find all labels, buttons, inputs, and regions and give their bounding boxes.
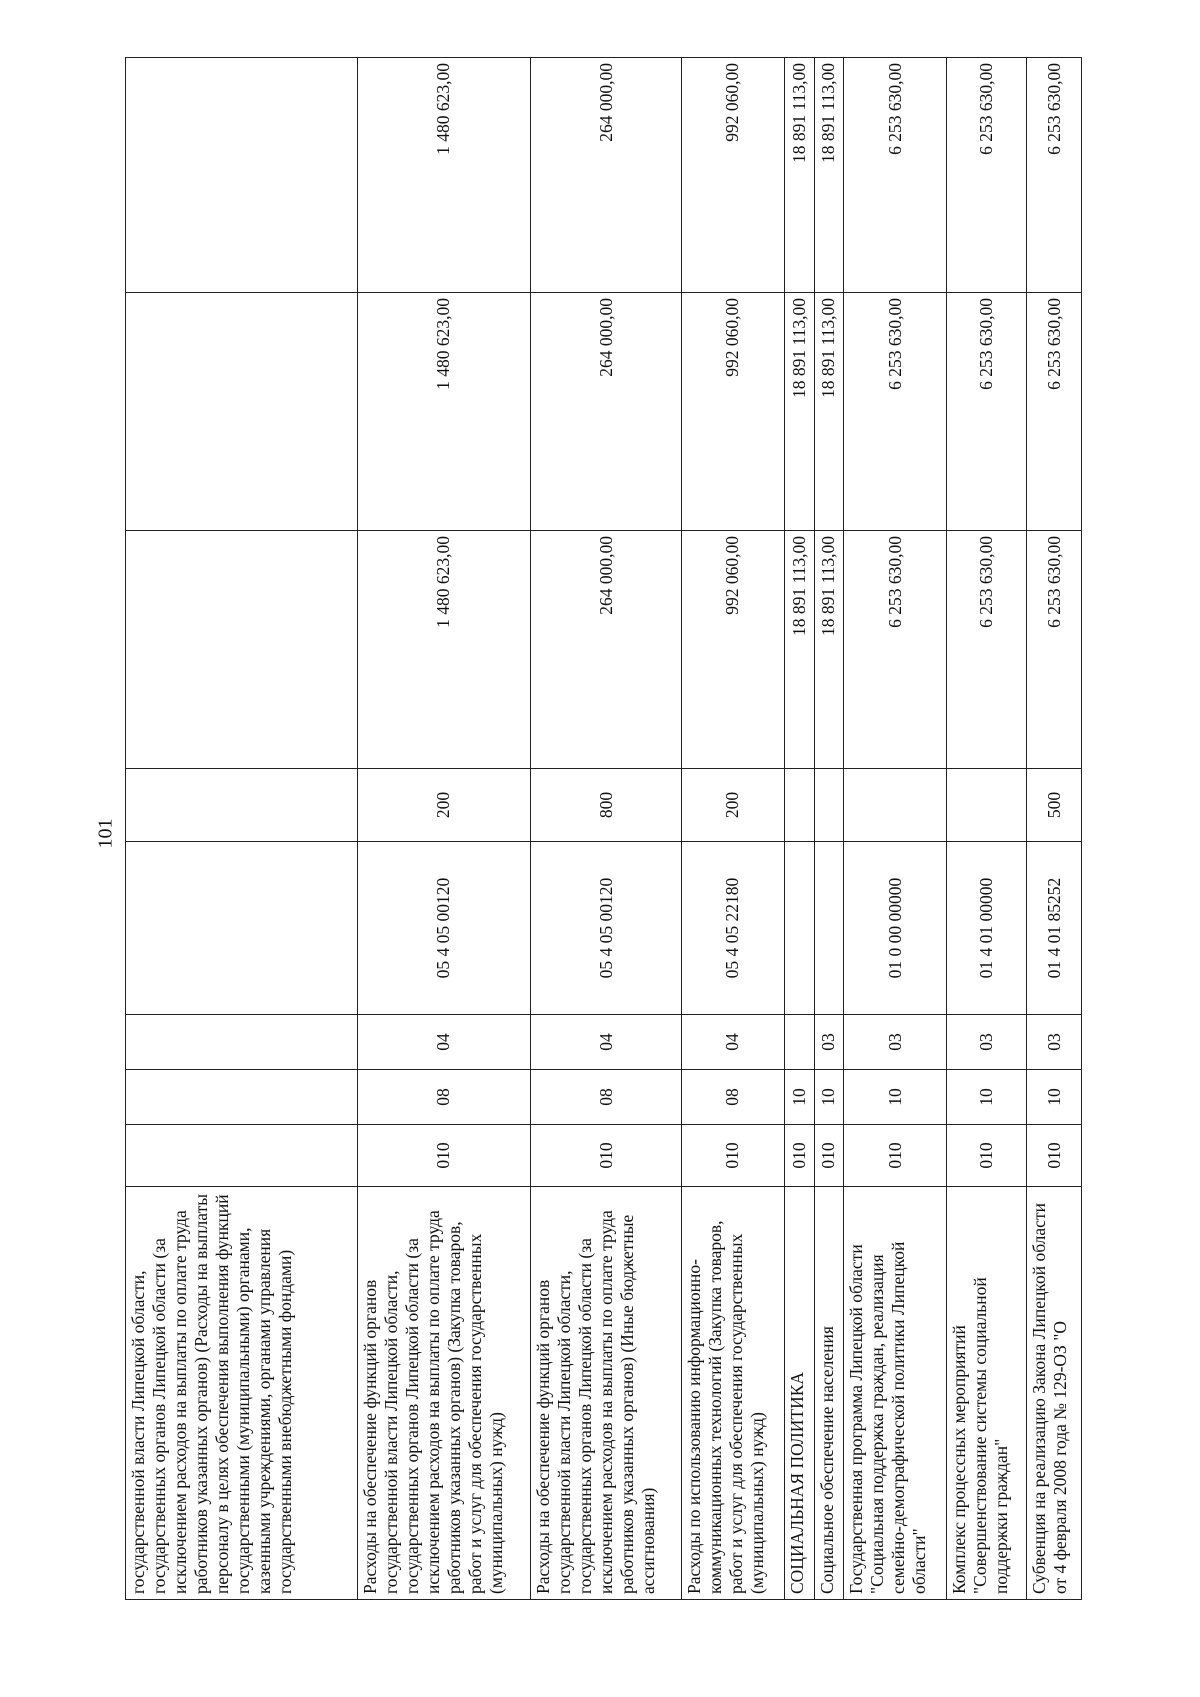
cell-sum-2: 6 253 630,00 bbox=[947, 293, 1027, 531]
cell-csr: 01 0 00 00000 bbox=[844, 842, 947, 1015]
cell-sum-1 bbox=[126, 531, 358, 769]
cell-rz: 08 bbox=[681, 1070, 784, 1125]
cell-vr bbox=[126, 769, 358, 842]
cell-ved bbox=[126, 1125, 358, 1187]
cell-sum-3: 18 891 113,00 bbox=[785, 58, 814, 293]
cell-sum-2: 18 891 113,00 bbox=[814, 293, 843, 531]
row-name: Расходы на обеспечение функций органов государственной власти Липецкой области, государственных органов Липецкой области (за исключением расходов на выплаты по оплате труда работников указанных органов) (Закупка товаров, работ и услуг для обеспечения государственных (муниципальных) нужд) bbox=[357, 1187, 531, 1600]
cell-rz: 10 bbox=[1027, 1070, 1082, 1125]
cell-rz: 08 bbox=[531, 1070, 682, 1125]
cell-sum-1: 1 480 623,00 bbox=[357, 531, 531, 769]
cell-rz: 10 bbox=[785, 1070, 814, 1125]
table-row bbox=[844, 58, 947, 1600]
row-name: Социальное обеспечение населения bbox=[814, 1187, 843, 1600]
cell-rz bbox=[126, 1070, 358, 1125]
row-name: Субвенция на реализацию Закона Липецкой области от 4 февраля 2008 года № 129-ОЗ "О bbox=[1027, 1187, 1082, 1600]
cell-sum-1: 992 060,00 bbox=[681, 531, 784, 769]
cell-pr: 04 bbox=[357, 1015, 531, 1070]
cell-csr: 05 4 05 00120 bbox=[357, 842, 531, 1015]
cell-ved: 010 bbox=[844, 1125, 947, 1187]
cell-sum-3: 264 000,00 bbox=[531, 58, 682, 293]
cell-sum-3 bbox=[126, 58, 358, 293]
page-number: 101 bbox=[94, 818, 117, 849]
cell-vr bbox=[947, 769, 1027, 842]
cell-sum-1: 6 253 630,00 bbox=[1027, 531, 1082, 769]
cell-rz: 10 bbox=[844, 1070, 947, 1125]
cell-sum-2 bbox=[126, 293, 358, 531]
cell-pr bbox=[785, 1015, 814, 1070]
cell-csr: 01 4 01 85252 bbox=[1027, 842, 1082, 1015]
cell-sum-3: 18 891 113,00 bbox=[814, 58, 843, 293]
row-name: Расходы на обеспечение функций органов государственной власти Липецкой области, государственных органов Липецкой области (за исключением расходов на выплаты по оплате труда работников указанных органов) (Иные бюджетные ассигнования) bbox=[531, 1187, 682, 1600]
cell-vr: 200 bbox=[681, 769, 784, 842]
row-name: государственной власти Липецкой области, государственных органов Липецкой области (за исключением расходов на выплаты по оплате труда работников указанных органов) (Расходы на выплаты персоналу в целях обеспечения выполнения функций государственными (муниципальными) органами, казенными учреждениями, органами управления государственными внебюджетными фондами) bbox=[126, 1187, 358, 1600]
cell-pr: 03 bbox=[814, 1015, 843, 1070]
cell-sum-3: 992 060,00 bbox=[681, 58, 784, 293]
cell-rz: 10 bbox=[947, 1070, 1027, 1125]
cell-csr: 05 4 05 22180 bbox=[681, 842, 784, 1015]
table-row bbox=[126, 58, 358, 1600]
cell-pr bbox=[126, 1015, 358, 1070]
cell-csr bbox=[814, 842, 843, 1015]
cell-sum-1: 6 253 630,00 bbox=[947, 531, 1027, 769]
budget-table-sheet bbox=[125, 58, 1082, 1600]
cell-sum-2: 992 060,00 bbox=[681, 293, 784, 531]
cell-csr bbox=[126, 842, 358, 1015]
cell-ved: 010 bbox=[681, 1125, 784, 1187]
cell-sum-3: 1 480 623,00 bbox=[357, 58, 531, 293]
cell-sum-2: 6 253 630,00 bbox=[1027, 293, 1082, 531]
table-row bbox=[681, 58, 784, 1600]
cell-rz: 10 bbox=[814, 1070, 843, 1125]
cell-sum-2: 1 480 623,00 bbox=[357, 293, 531, 531]
cell-sum-2: 18 891 113,00 bbox=[785, 293, 814, 531]
cell-sum-1: 264 000,00 bbox=[531, 531, 682, 769]
row-name: Расходы по использованию информационно-коммуникационных технологий (Закупка товаров, работ и услуг для обеспечения государственных (муниципальных) нужд) bbox=[681, 1187, 784, 1600]
cell-csr bbox=[785, 842, 814, 1015]
cell-ved: 010 bbox=[785, 1125, 814, 1187]
cell-sum-1: 6 253 630,00 bbox=[844, 531, 947, 769]
cell-ved: 010 bbox=[1027, 1125, 1082, 1187]
cell-vr bbox=[785, 769, 814, 842]
cell-ved: 010 bbox=[814, 1125, 843, 1187]
table-row bbox=[357, 58, 531, 1600]
cell-ved: 010 bbox=[357, 1125, 531, 1187]
table-row bbox=[814, 58, 843, 1600]
cell-pr: 03 bbox=[844, 1015, 947, 1070]
table-row bbox=[785, 58, 814, 1600]
cell-pr: 04 bbox=[681, 1015, 784, 1070]
cell-sum-3: 6 253 630,00 bbox=[1027, 58, 1082, 293]
cell-pr: 04 bbox=[531, 1015, 682, 1070]
table-row bbox=[947, 58, 1027, 1600]
cell-sum-2: 264 000,00 bbox=[531, 293, 682, 531]
table-row bbox=[1027, 58, 1082, 1600]
cell-vr: 500 bbox=[1027, 769, 1082, 842]
row-name: СОЦИАЛЬНАЯ ПОЛИТИКА bbox=[785, 1187, 814, 1600]
cell-vr bbox=[814, 769, 843, 842]
row-name: Государственная программа Липецкой области "Социальная поддержка граждан, реализация семейно-демографической политики Липецкой области" bbox=[844, 1187, 947, 1600]
table-row bbox=[531, 58, 682, 1600]
cell-pr: 03 bbox=[947, 1015, 1027, 1070]
cell-csr: 01 4 01 00000 bbox=[947, 842, 1027, 1015]
row-name: Комплекс процессных мероприятий "Совершенствование системы социальной поддержки граждан" bbox=[947, 1187, 1027, 1600]
cell-pr: 03 bbox=[1027, 1015, 1082, 1070]
cell-csr: 05 4 05 00120 bbox=[531, 842, 682, 1015]
cell-sum-3: 6 253 630,00 bbox=[844, 58, 947, 293]
cell-sum-1: 18 891 113,00 bbox=[785, 531, 814, 769]
cell-rz: 08 bbox=[357, 1070, 531, 1125]
cell-ved: 010 bbox=[947, 1125, 1027, 1187]
cell-ved: 010 bbox=[531, 1125, 682, 1187]
cell-vr bbox=[844, 769, 947, 842]
cell-sum-3: 6 253 630,00 bbox=[947, 58, 1027, 293]
cell-vr: 200 bbox=[357, 769, 531, 842]
cell-vr: 800 bbox=[531, 769, 682, 842]
budget-table bbox=[125, 57, 1082, 1600]
cell-sum-1: 18 891 113,00 bbox=[814, 531, 843, 769]
cell-sum-2: 6 253 630,00 bbox=[844, 293, 947, 531]
